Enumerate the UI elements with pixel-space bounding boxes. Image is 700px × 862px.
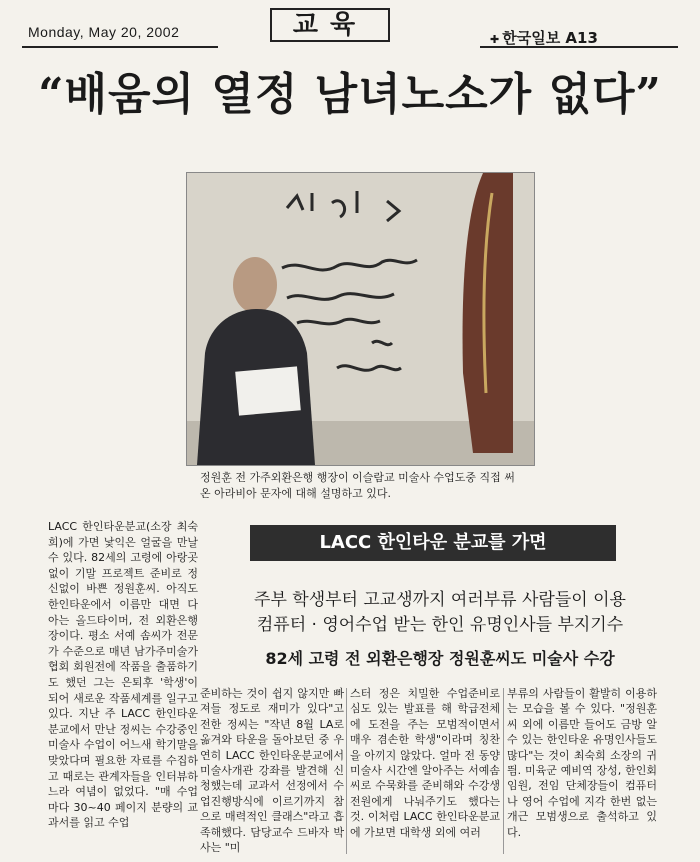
column-divider <box>503 688 504 854</box>
article-column-2: 준비하는 것이 쉽지 않지만 빠져들 정도로 재미가 있다"고 전한 정씨는 "작년 8월 LA로 옮겨와 타운을 돌아보던 중 우연히 LACC 한인타운분교에서 미술사개관 강좌를 발견해 신청했는데 교과서 선정에서 수업진행방식에 이르기까지 참으로 매력적인 클래스"라고 흡족해했다. 담당교수 드바자 박사는 "미 <box>200 687 344 855</box>
subheadline-1: 주부 학생부터 고교생까지 여러부류 사람들이 이용 <box>254 590 626 610</box>
article-photo <box>186 172 535 466</box>
article-column-3: 스터 정은 치밀한 수업준비로 심도 있는 발표를 해 학급전체에 도전을 주는 모범적이면서 매우 겸손한 학생"이라며 칭찬을 아끼지 않았다. 얼마 전 동양 미술사 시간엔 알아주는 서예솜씨로 수묵화를 준비해와 수강생 전원에게 나눠주기도 했다는 것. 이처럼 LACC 한인타운분교에 가보면 대학생 외에 여러 <box>350 687 500 839</box>
headline: “배움의 열정 남녀노소가 없다” <box>38 69 662 120</box>
article-column-1: LACC 한인타운분교(소장 최숙희)에 가면 낯익은 얼굴을 만날 수 있다. 82세의 고령에 아랑곳없이 기말 프로젝트 준비로 정신없이 바쁜 정원훈씨. 아직도 한인타운에서 이름만 대면 다 아는 올드타이머, 전 외환은행장이다. 평소 서예 솜씨가 전문가 수준으로 매년 남가주미술가협회 회원전에 작품을 출품하기도 했던 그는 은퇴후 '학생'이 되어 새로운 작품세계를 일구고 있다. 지난 주 LACC 한인타운분교에서 만난 정씨는 수강중인 미술사 수업이 어느새 학기말을 맞았다며 필요한 자료를 수집하고 때로는 관계자들을 인터뷰하느라 여념이 없었다. "매 수업마다 30~40 페이지 분량의 교과서를 읽고 수업 <box>48 520 198 830</box>
article-banner: LACC 한인타운 분교를 가면 <box>250 525 616 561</box>
masthead-rule-left <box>22 46 218 48</box>
issue-date: Monday, May 20, 2002 <box>28 24 180 40</box>
newspaper-name-text: 한국일보 A13 <box>502 29 598 47</box>
section-label: 교육 <box>270 8 390 42</box>
photo-caption: 정원훈 전 가주외환은행 행장이 이슬람교 미술사 수업도중 직접 써온 아라비아 문자에 대해 설명하고 있다. <box>200 471 515 500</box>
subheadline-2: 컴퓨터 · 영어수업 받는 한인 유명인사들 부지기수 <box>256 615 624 635</box>
newspaper-name <box>490 27 598 48</box>
column-divider <box>346 688 347 854</box>
photo-illustration <box>187 173 534 465</box>
article-column-4: 부류의 사람들이 활발히 이용하는 모습을 볼 수 있다. "정원훈씨 외에 이름만 들어도 금방 알 수 있는 한인타운 유명인사들도 많다"는 것이 최숙희 소장의 귀띔. 미육군 예비역 장성, 한인회 임원, 전임 단체장들이 컴퓨터나 영어 수업에 지각 한번 없는 개근 모범생으로 출석하고 있다. <box>507 687 657 839</box>
subheadline-3: 82세 고령 전 외환은행장 정원훈씨도 미술사 수강 <box>265 649 615 668</box>
logo-mark-icon: ✚ <box>490 33 500 46</box>
